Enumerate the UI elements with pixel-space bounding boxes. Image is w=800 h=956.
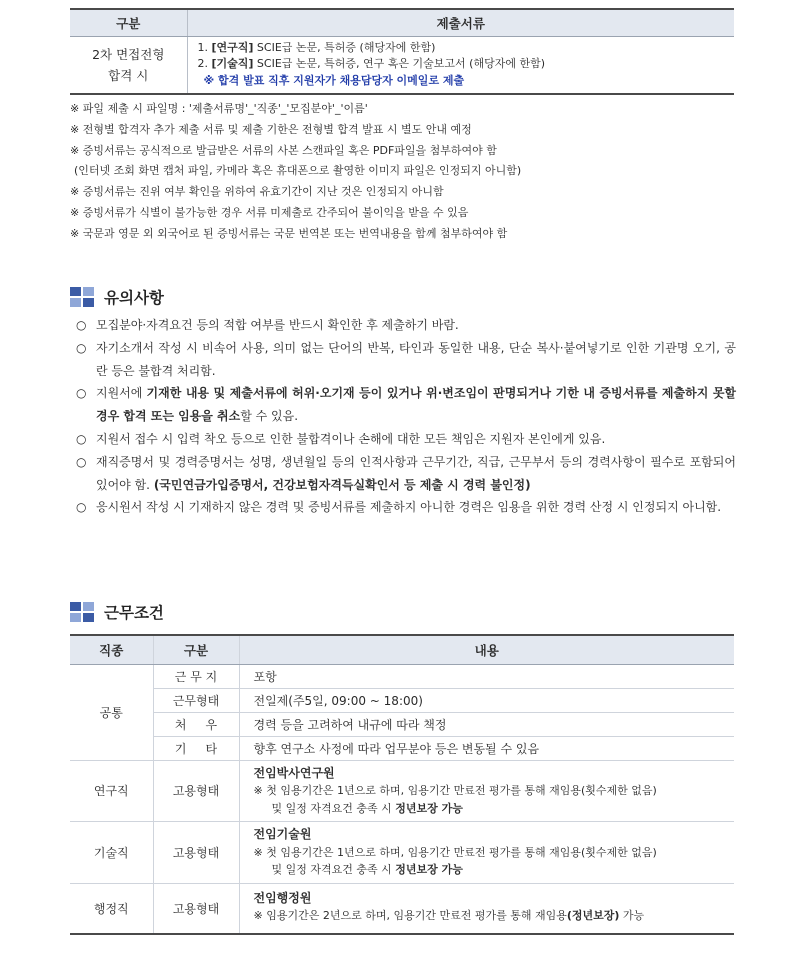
precautions-heading (70, 286, 164, 308)
admin-label: 행정직 (70, 883, 153, 934)
cell-key: 근 무 지 (153, 664, 239, 688)
list-item: ○ 지원서 접수 시 입력 착오 등으로 인한 불합격이나 손해에 대한 모든 책임은 지원자 본인에게 있음. (76, 431, 606, 446)
precautions-list (76, 314, 736, 519)
note-item: ※ 증빙서류가 식별이 불가능한 경우 서류 미제출로 간주되어 불이익을 받을 수 있음 (70, 205, 469, 219)
documents-cell (187, 36, 734, 94)
cell-key: 근무형태 (153, 688, 239, 712)
cell-value: 향후 연구소 사정에 따라 업무분야 등은 변동될 수 있음 (239, 736, 734, 760)
note-item: ※ 증빙서류는 진위 여부 확인을 위하여 유효기간이 지난 것은 인정되지 아니함 (70, 185, 444, 199)
header-job-type: 직종 (70, 635, 153, 664)
section-squares-icon (70, 287, 96, 307)
cell-key: 고용형태 (153, 822, 239, 884)
note-item: ※ 전형별 합격자 추가 제출 서류 및 제출 기한은 전형별 합격 발표 시 별도 안내 예정 (70, 122, 472, 136)
admin-content: 전임행정원 ※ 임용기간은 2년으로 하며, 임용기간 만료전 평가를 통해 재임용(정년보장) 가능 (253, 890, 645, 922)
note-item: ※ 파일 제출 시 파일명 : '제출서류명'_'직종'_'모집분야'_'이름' (70, 102, 368, 115)
conditions-table (70, 634, 734, 935)
section-squares-icon (70, 602, 96, 622)
row-label-line2: 합격 시 (108, 67, 149, 83)
research-content: 전임박사연구원 ※ 첫 임용기간은 1년으로 하며, 임용기간 만료전 평가를 통해 재임용(횟수제한 없음) 및 일정 자격요건 충족 시 정년보장 가능 (239, 760, 734, 822)
note-item: ※ 증빙서류는 공식적으로 발급받은 서류의 사본 스캔파일 혹은 PDF파일을 첨부하여야 함 (70, 143, 497, 157)
table-row (70, 36, 734, 94)
cell-value: 포항 (239, 664, 734, 688)
table-row (70, 712, 734, 736)
row-label (70, 36, 187, 94)
header-category: 구분 (153, 635, 239, 664)
cell-key: 처 우 (153, 712, 239, 736)
table-row (70, 736, 734, 760)
table-row (70, 688, 734, 712)
cell-key: 고용형태 (153, 760, 239, 822)
note-item: (인터넷 조회 화면 캡처 파일, 카메라 혹은 휴대폰으로 촬영한 이미지 파일은 인정되지 아니함) (74, 164, 522, 178)
document-item: 1. [연구직] SCIE급 논문, 특허증 (해당자에 한함) (197, 40, 436, 54)
table-row (70, 664, 734, 688)
cell-value: 전일제(주5일, 09:00 ~ 18:00) (239, 688, 734, 712)
table-row (70, 822, 734, 884)
row-label-line1: 2차 면접전형 (92, 46, 165, 62)
table-row (70, 883, 734, 934)
research-label: 연구직 (70, 760, 153, 822)
cell-key: 고용형태 (153, 883, 239, 934)
list-item: ○ 자기소개서 작성 시 비속어 사용, 의미 없는 단어의 반복, 타인과 동일한 내용, 단순 복사·붙여넣기로 인한 기관명 오기, 공란 등은 불합격 처리함. (76, 340, 736, 378)
technical-label: 기술직 (70, 822, 153, 884)
conditions-title: 근무조건 (104, 604, 164, 622)
notes-list (70, 99, 750, 245)
common-label: 공통 (70, 664, 153, 760)
submission-highlight: ※ 합격 발표 직후 지원자가 채용담당자 이메일로 제출 (203, 73, 465, 87)
conditions-heading (70, 601, 164, 623)
header-category: 구분 (70, 9, 187, 36)
note-item: ※ 국문과 영문 외 외국어로 된 증빙서류는 국문 번역본 또는 번역내용을 함께 첨부하여야 함 (70, 226, 508, 240)
list-item: ○ 응시원서 작성 시 기재하지 않은 경력 및 증빙서류를 제출하지 아니한 경력은 임용을 위한 경력 산정 시 인정되지 아니함. (76, 500, 722, 515)
cell-value: 경력 등을 고려하여 내규에 따라 책정 (239, 712, 734, 736)
table-row (70, 760, 734, 822)
list-item: ○ 모집분야·자격요건 등의 적합 여부를 반드시 확인한 후 제출하기 바람. (76, 318, 459, 332)
header-documents: 제출서류 (187, 9, 734, 36)
technical-content: 전임기술원 ※ 첫 임용기간은 1년으로 하며, 임용기간 만료전 평가를 통해 재임용(횟수제한 없음) 및 일정 자격요건 충족 시 정년보장 가능 (239, 822, 734, 884)
list-item: ○ 지원서에 기재한 내용 및 제출서류에 허위·오기재 등이 있거나 위·변조임이 판명되거나 기한 내 증빙서류를 제출하지 못할 경우 합격 또는 임용을 취소할 수 있음. (76, 386, 736, 424)
precautions-title: 유의사항 (104, 289, 164, 307)
list-item: ○ 재직증명서 및 경력증명서는 성명, 생년월일 등의 인적사항과 근무기간, 직급, 근무부서 등의 경력사항이 필수로 포함되어 있어야 함. (국민연금가입증명서, 건강보험자격득실확인서 등 제출 시 경력 불인정) (76, 454, 736, 492)
cell-key: 기 타 (153, 736, 239, 760)
header-content: 내용 (239, 635, 734, 664)
submission-table (70, 8, 734, 95)
document-item: 2. [기술직] SCIE급 논문, 특허증, 연구 혹은 기술보고서 (해당자에 한함) (197, 57, 545, 70)
